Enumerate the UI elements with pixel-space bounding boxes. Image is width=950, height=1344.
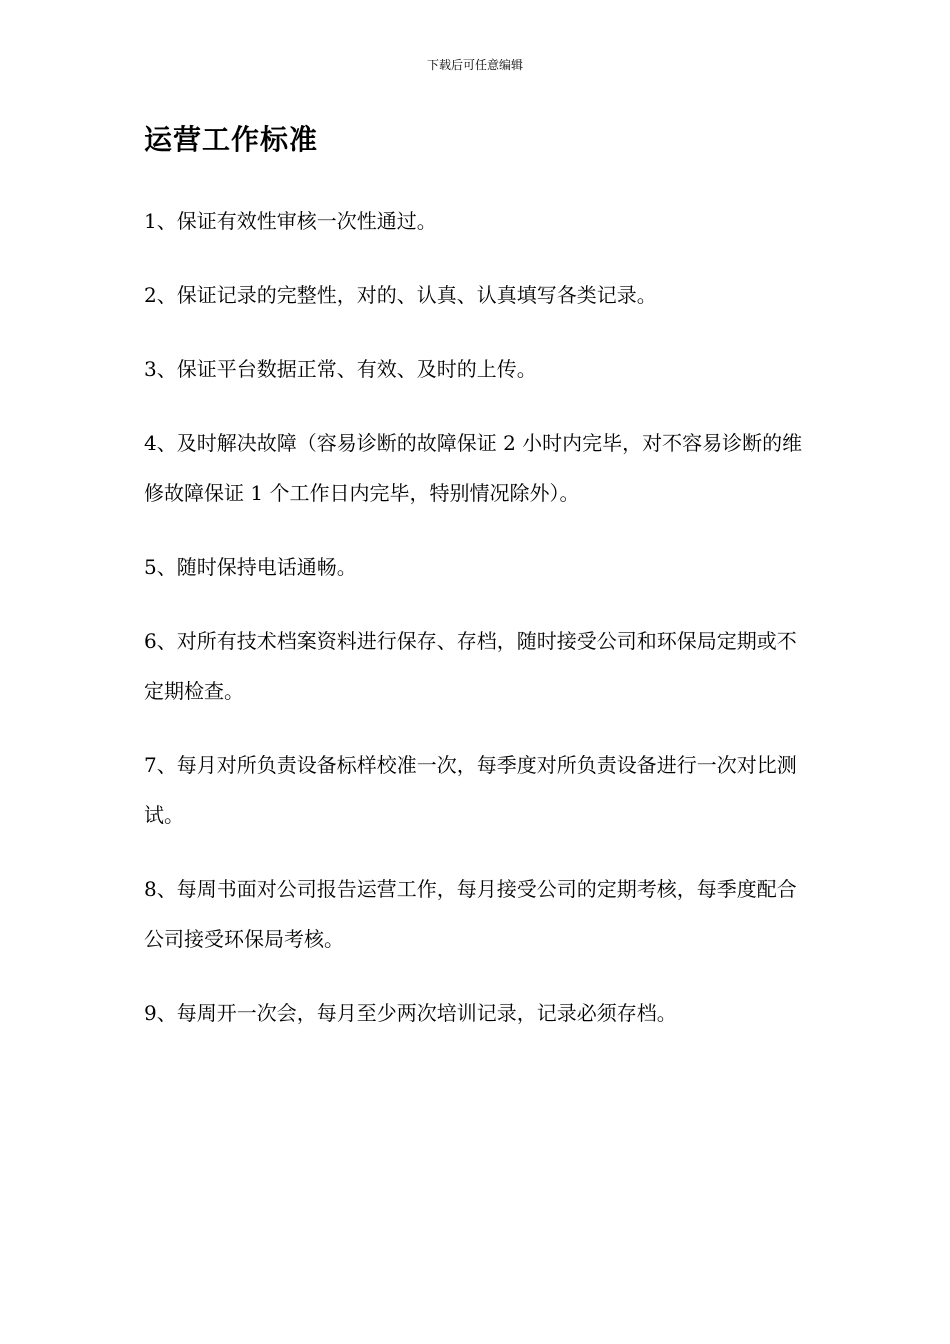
standard-item-3: 3、保证平台数据正常、有效、及时的上传。 <box>144 357 537 381</box>
standards-list <box>144 196 810 1062</box>
standard-item-1: 1、保证有效性审核一次性通过。 <box>144 209 437 233</box>
standard-item-2: 2、保证记录的完整性，对的、认真、认真填写各类记录。 <box>144 283 657 307</box>
page-header: 下载后可任意编辑 <box>426 58 523 72</box>
standard-item-6: 6、对所有技术档案资料进行保存、存档，随时接受公司和环保局定期或不定期检查。 <box>144 629 797 703</box>
standard-item-8: 8、每周书面对公司报告运营工作，每月接受公司的定期考核，每季度配合公司接受环保局考核。 <box>144 877 797 951</box>
standard-item-9: 9、每周开一次会，每月至少两次培训记录，记录必须存档。 <box>144 1001 677 1025</box>
document-title: 运营工作标准 <box>144 123 319 156</box>
standard-item-4: 4、及时解决故障（容易诊断的故障保证 2 小时内完毕，对不容易诊断的维修故障保证 1 个工作日内完毕，特别情况除外）。 <box>144 431 803 505</box>
standard-item-5: 5、随时保持电话通畅。 <box>144 555 357 579</box>
standard-item-7: 7、每月对所负责设备标样校准一次，每季度对所负责设备进行一次对比测试。 <box>144 753 797 827</box>
